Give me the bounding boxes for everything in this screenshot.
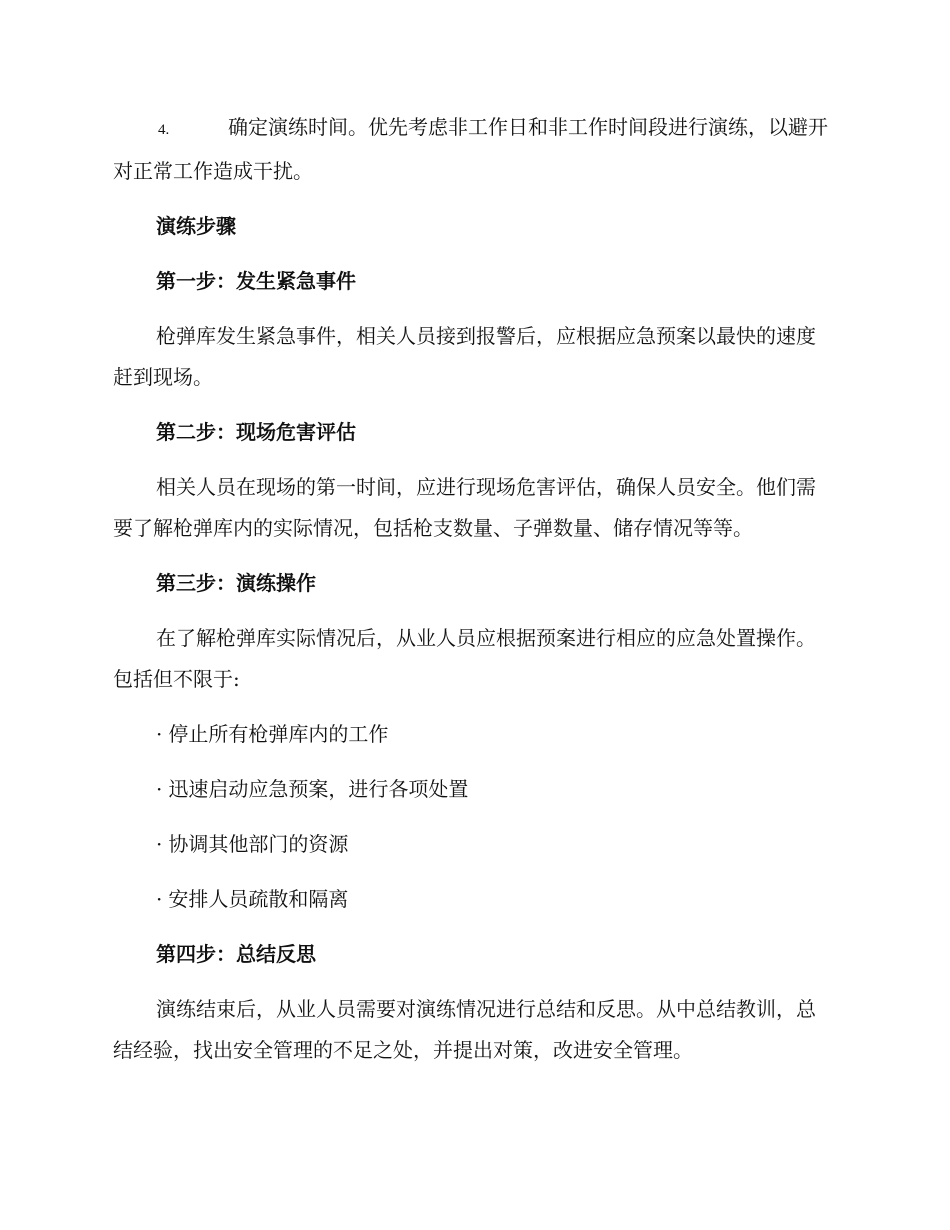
- list-item-text: 协调其他部门的资源: [168, 832, 349, 856]
- step-3-bullet-list: [113, 714, 831, 920]
- step-3-heading: 第三步：演练操作: [156, 571, 316, 595]
- list-item-text: 停止所有枪弹库内的工作: [168, 722, 389, 746]
- list-item-text: 迅速启动应急预案，进行各项处置: [168, 777, 469, 801]
- step-4-paragraph: 演练结束后，从业人员需要对演练情况进行总结和反思。从中总结教训，总结经验，找出安全管理的不足之处，并提出对策，改进安全管理。: [113, 997, 816, 1062]
- numbered-paragraph: [113, 107, 831, 192]
- document-body: [113, 107, 831, 1085]
- list-item: [113, 824, 831, 865]
- bullet-mark: ·: [156, 832, 163, 856]
- step-3-paragraph: 在了解枪弹库实际情况后，从业人员应根据预案进行相应的应急处置操作。包括但不限于:: [113, 626, 816, 691]
- step-1-heading: 第一步：发生紧急事件: [156, 269, 356, 293]
- step-1-paragraph: 枪弹库发生紧急事件，相关人员接到报警后，应根据应急预案以最快的速度赶到现场。: [113, 324, 816, 389]
- list-item: [113, 879, 831, 920]
- paragraph-text: 确定演练时间。优先考虑非工作日和非工作时间段进行演练，以避开对正常工作造成干扰。: [113, 115, 828, 183]
- step-4-heading: 第四步：总结反思: [156, 942, 316, 966]
- list-item: [113, 714, 831, 755]
- bullet-mark: ·: [156, 777, 163, 801]
- section-title: 演练步骤: [156, 214, 236, 238]
- list-item: [113, 769, 831, 810]
- list-item-text: 安排人员疏散和隔离: [168, 887, 349, 911]
- paragraph-number: 4.: [158, 122, 170, 138]
- bullet-mark: ·: [156, 887, 163, 911]
- bullet-mark: ·: [156, 722, 163, 746]
- step-2-heading: 第二步：现场危害评估: [156, 420, 356, 444]
- step-2-paragraph: 相关人员在现场的第一时间，应进行现场危害评估，确保人员安全。他们需要了解枪弹库内的实际情况，包括枪支数量、子弹数量、储存情况等等。: [113, 475, 816, 540]
